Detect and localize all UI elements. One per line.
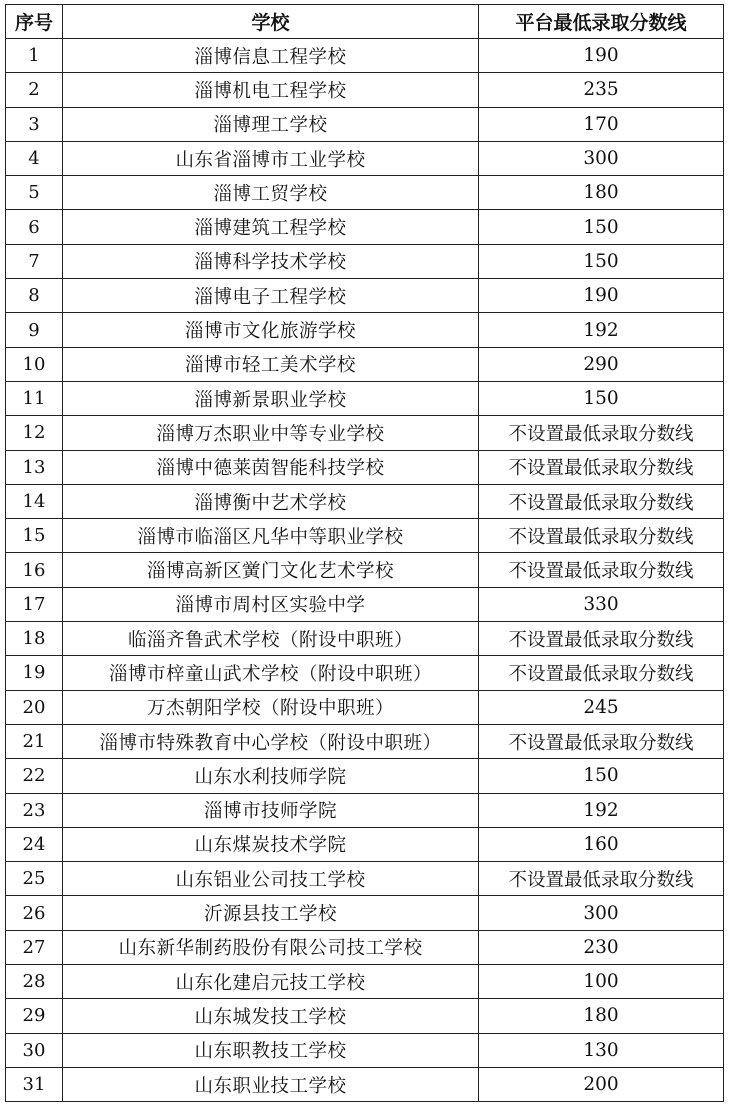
row-min-score: 245 (479, 690, 724, 724)
row-index: 9 (6, 313, 63, 347)
admission-score-table-container (5, 4, 723, 1102)
row-school-name: 淄博建筑工程学校 (63, 210, 479, 244)
row-index: 19 (6, 656, 63, 690)
table-header (6, 5, 724, 39)
row-school-name: 山东铝业公司技工学校 (63, 862, 479, 896)
row-index: 4 (6, 141, 63, 175)
row-index: 23 (6, 793, 63, 827)
table-row (6, 965, 724, 999)
row-min-score: 150 (479, 759, 724, 793)
table-body (6, 39, 724, 1102)
row-index: 14 (6, 484, 63, 518)
header-school: 学校 (63, 5, 479, 39)
row-min-score: 290 (479, 347, 724, 381)
table-row (6, 176, 724, 210)
header-index: 序号 (6, 5, 63, 39)
row-school-name: 临淄齐鲁武术学校（附设中职班） (63, 622, 479, 656)
row-index: 17 (6, 587, 63, 621)
row-school-name: 淄博万杰职业中等专业学校 (63, 416, 479, 450)
row-index: 30 (6, 1033, 63, 1067)
row-school-name: 淄博市特殊教育中心学校（附设中职班） (63, 724, 479, 758)
row-index: 16 (6, 553, 63, 587)
admission-score-table (5, 4, 724, 1102)
row-min-score: 150 (479, 381, 724, 415)
row-min-score: 不设置最低录取分数线 (479, 519, 724, 553)
row-index: 15 (6, 519, 63, 553)
row-min-score: 192 (479, 313, 724, 347)
row-school-name: 淄博理工学校 (63, 107, 479, 141)
row-min-score: 300 (479, 141, 724, 175)
row-index: 13 (6, 450, 63, 484)
row-min-score: 130 (479, 1033, 724, 1067)
row-min-score: 230 (479, 930, 724, 964)
header-score: 平台最低录取分数线 (479, 5, 724, 39)
row-school-name: 淄博衡中艺术学校 (63, 484, 479, 518)
table-row (6, 896, 724, 930)
row-min-score: 170 (479, 107, 724, 141)
table-row (6, 210, 724, 244)
row-min-score: 150 (479, 244, 724, 278)
row-school-name: 万杰朝阳学校（附设中职班） (63, 690, 479, 724)
row-index: 5 (6, 176, 63, 210)
row-school-name: 山东新华制药股份有限公司技工学校 (63, 930, 479, 964)
row-min-score: 200 (479, 1067, 724, 1101)
table-row (6, 656, 724, 690)
table-row (6, 1067, 724, 1101)
row-min-score: 300 (479, 896, 724, 930)
row-school-name: 淄博中德莱茵智能科技学校 (63, 450, 479, 484)
row-school-name: 淄博市周村区实验中学 (63, 587, 479, 621)
row-school-name: 山东省淄博市工业学校 (63, 141, 479, 175)
row-min-score: 不设置最低录取分数线 (479, 416, 724, 450)
row-index: 7 (6, 244, 63, 278)
row-school-name: 山东职业技工学校 (63, 1067, 479, 1101)
table-row (6, 244, 724, 278)
row-min-score: 不设置最低录取分数线 (479, 484, 724, 518)
row-min-score: 190 (479, 39, 724, 73)
row-index: 10 (6, 347, 63, 381)
row-index: 8 (6, 279, 63, 313)
row-index: 6 (6, 210, 63, 244)
row-school-name: 山东煤炭技术学院 (63, 827, 479, 861)
row-school-name: 沂源县技工学校 (63, 896, 479, 930)
row-min-score: 不设置最低录取分数线 (479, 553, 724, 587)
row-school-name: 淄博市技师学院 (63, 793, 479, 827)
table-row (6, 724, 724, 758)
table-row (6, 930, 724, 964)
row-school-name: 山东城发技工学校 (63, 999, 479, 1033)
table-row (6, 519, 724, 553)
table-row (6, 587, 724, 621)
row-min-score: 不设置最低录取分数线 (479, 656, 724, 690)
table-row (6, 759, 724, 793)
row-min-score: 不设置最低录取分数线 (479, 724, 724, 758)
row-min-score: 330 (479, 587, 724, 621)
table-row (6, 862, 724, 896)
row-min-score: 不设置最低录取分数线 (479, 622, 724, 656)
table-row (6, 73, 724, 107)
row-index: 27 (6, 930, 63, 964)
row-index: 18 (6, 622, 63, 656)
table-row (6, 347, 724, 381)
row-school-name: 淄博高新区黉门文化艺术学校 (63, 553, 479, 587)
row-school-name: 淄博信息工程学校 (63, 39, 479, 73)
row-index: 20 (6, 690, 63, 724)
row-index: 31 (6, 1067, 63, 1101)
table-row (6, 107, 724, 141)
row-school-name: 淄博市轻工美术学校 (63, 347, 479, 381)
row-school-name: 淄博科学技术学校 (63, 244, 479, 278)
row-index: 24 (6, 827, 63, 861)
table-row (6, 553, 724, 587)
table-row (6, 39, 724, 73)
row-school-name: 淄博市梓童山武术学校（附设中职班） (63, 656, 479, 690)
row-index: 21 (6, 724, 63, 758)
row-index: 28 (6, 965, 63, 999)
header-row (6, 5, 724, 39)
table-row (6, 450, 724, 484)
row-index: 12 (6, 416, 63, 450)
table-row (6, 484, 724, 518)
row-index: 2 (6, 73, 63, 107)
row-index: 29 (6, 999, 63, 1033)
row-index: 3 (6, 107, 63, 141)
row-school-name: 淄博机电工程学校 (63, 73, 479, 107)
row-min-score: 180 (479, 176, 724, 210)
table-row (6, 793, 724, 827)
row-min-score: 100 (479, 965, 724, 999)
table-row (6, 999, 724, 1033)
row-index: 25 (6, 862, 63, 896)
row-min-score: 192 (479, 793, 724, 827)
row-index: 22 (6, 759, 63, 793)
row-school-name: 山东化建启元技工学校 (63, 965, 479, 999)
row-school-name: 淄博电子工程学校 (63, 279, 479, 313)
row-index: 11 (6, 381, 63, 415)
table-row (6, 381, 724, 415)
row-min-score: 180 (479, 999, 724, 1033)
table-row (6, 1033, 724, 1067)
row-min-score: 150 (479, 210, 724, 244)
row-min-score: 190 (479, 279, 724, 313)
row-school-name: 山东水利技师学院 (63, 759, 479, 793)
table-row (6, 279, 724, 313)
row-min-score: 不设置最低录取分数线 (479, 862, 724, 896)
row-min-score: 235 (479, 73, 724, 107)
table-row (6, 622, 724, 656)
row-school-name: 山东职教技工学校 (63, 1033, 479, 1067)
row-index: 26 (6, 896, 63, 930)
row-school-name: 淄博工贸学校 (63, 176, 479, 210)
table-row (6, 690, 724, 724)
row-index: 1 (6, 39, 63, 73)
row-school-name: 淄博市临淄区凡华中等职业学校 (63, 519, 479, 553)
table-row (6, 141, 724, 175)
row-school-name: 淄博新景职业学校 (63, 381, 479, 415)
table-row (6, 313, 724, 347)
table-row (6, 416, 724, 450)
row-min-score: 不设置最低录取分数线 (479, 450, 724, 484)
row-school-name: 淄博市文化旅游学校 (63, 313, 479, 347)
table-row (6, 827, 724, 861)
row-min-score: 160 (479, 827, 724, 861)
